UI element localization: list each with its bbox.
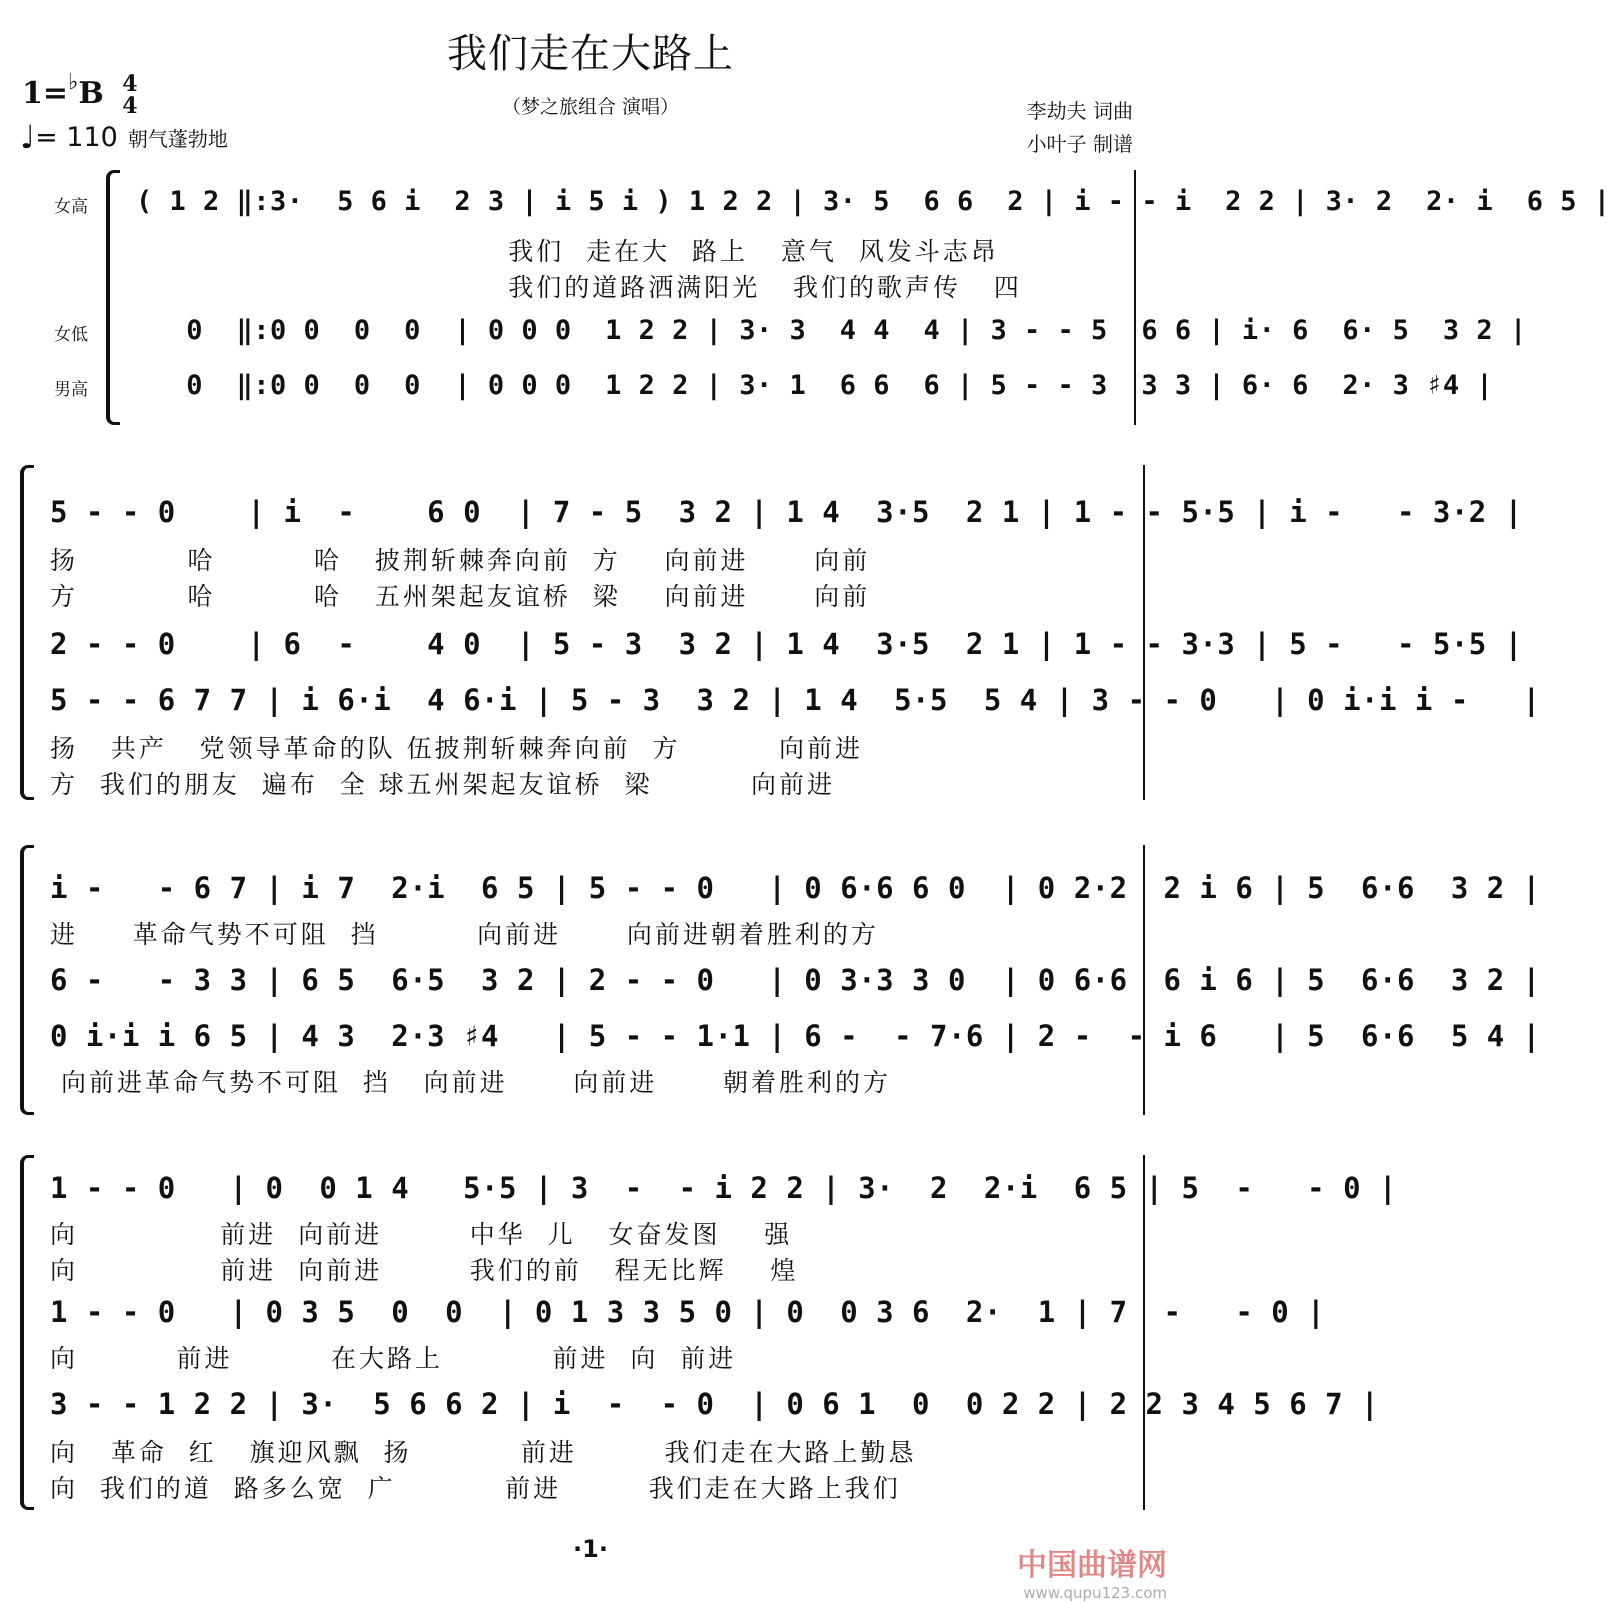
tenor-lyrics: 向前进革命气势不可阻 挡 向前进 向前进 朝着胜利的方	[50, 1068, 892, 1097]
system-bracket	[20, 1155, 34, 1510]
soprano-lyrics-verse-1: 我们 走在大 路上 意气 风发斗志昂	[136, 237, 999, 266]
alto-notes: 6 - - 3 3 | 6 5 6·5 3 2 | 2 - - 0 | 0 3·3 3 0 | 0 6·6 6 i 6 | 5 6·6 3 2 |	[50, 963, 1541, 997]
tenor-lyrics-verse-1: 向 革命 红 旗迎风飘 扬 前进 我们走在大路上勤恳	[50, 1438, 917, 1467]
tenor-lyrics-verse-2: 方 我们的朋友 遍布 全 球五州架起友谊桥 梁 向前进	[50, 770, 836, 799]
soprano-notes: 1 - - 0 | 0 0 1 4 5·5 | 3 - - i 2 2 | 3· 2 2·i 6 5 | 5 - - 0 |	[50, 1171, 1397, 1205]
tenor-notes: 3 - - 1 2 2 | 3· 5 6 6 2 | i - - 0 | 0 6 1 0 0 2 2 | 2 2 3 4 5 6 7 |	[50, 1387, 1380, 1421]
alto-notes: 2 - - 0 | 6 - 4 0 | 5 - 3 3 2 | 1 4 3·5 2 1 | 1 - - 3·3 | 5 - - 5·5 |	[50, 627, 1523, 661]
score-system-2	[20, 465, 1541, 800]
performer-subtitle: （梦之旅组合 演唱）	[501, 96, 680, 118]
page-number: ·1·	[573, 1535, 608, 1563]
tempo-marking	[20, 118, 228, 156]
voice-label-tenor: 男高	[54, 380, 88, 400]
tenor-lyrics-verse-2: 向 我们的道 路多么宽 广 前进 我们走在大路上我们	[50, 1474, 901, 1503]
score-system-3	[20, 845, 1541, 1115]
tenor-notes: 0 i·i i 6 5 | 4 3 2·3 ♯4 | 5 - - 1·1 | 6 - - 7·6 | 2 - - i 6 | 5 6·6 5 4 |	[50, 1019, 1541, 1053]
alto-notes: 1 - - 0 | 0 3 5 0 0 | 0 1 3 3 5 0 | 0 0 3 6 2· 1 | 7 - - 0 |	[50, 1295, 1326, 1329]
system-bracket	[106, 170, 120, 425]
soprano-lyrics-verse-2: 方 哈 哈 五州架起友谊桥 梁 向前进 向前	[50, 582, 871, 611]
score-system-1	[106, 170, 1610, 425]
tenor-lyrics-verse-1: 扬 共产 党领导革命的队 伍披荆斩棘奔向前 方 向前进	[50, 734, 864, 763]
tenor-notes: 0 ‖:0 0 0 0 | 0 0 0 1 2 2 | 3· 1 6 6 6 | 5 - - 3 3 3 | 6· 6 2· 3 ♯4 |	[136, 370, 1494, 401]
tempo-value: = 110	[35, 122, 118, 153]
quarter-note-icon: ♩	[20, 118, 36, 156]
score-system-4	[20, 1155, 1397, 1510]
voice-label-alto: 女低	[54, 325, 88, 345]
song-title: 我们走在大路上	[447, 31, 734, 77]
soprano-lyrics-verse-2: 向 前进 向前进 我们的前 程无比辉 煌	[50, 1256, 799, 1285]
time-top: 4	[122, 71, 138, 97]
soprano-notes: i - - 6 7 | i 7 2·i 6 5 | 5 - - 0 | 0 6·6 6 0 | 0 2·2 2 i 6 | 5 6·6 3 2 |	[50, 871, 1541, 905]
soprano-lyrics: 进 革命气势不可阻 挡 向前进 向前进朝着胜利的方	[50, 920, 879, 949]
system-bracket	[20, 465, 34, 800]
key-signature	[22, 70, 138, 117]
flat-symbol: ♭	[68, 70, 79, 95]
soprano-notes: 5 - - 0 | i - 6 0 | 7 - 5 3 2 | 1 4 3·5 2 1 | 1 - - 5·5 | i - - 3·2 |	[50, 495, 1523, 529]
lyricist-composer-credit: 李劫夫 词曲	[1026, 99, 1133, 123]
soprano-lyrics-verse-1: 扬 哈 哈 披荆斩棘奔向前 方 向前进 向前	[50, 546, 871, 575]
time-signature	[122, 73, 137, 117]
soprano-notes: ( 1 2 ‖:3· 5 6 i 2 3 | i 5 i ) 1 2 2 | 3· 5 6 6 2 | i - - i 2 2 | 3· 2 2· i 6 5 |	[136, 186, 1610, 217]
final-barline	[1143, 1155, 1145, 1510]
transcriber-credit: 小叶子 制谱	[1026, 132, 1133, 156]
system-bracket	[20, 845, 34, 1115]
watermark-url: www.qupu123.com	[1023, 1584, 1167, 1602]
expression-marking: 朝气蓬勃地	[127, 127, 228, 151]
soprano-lyrics-verse-1: 向 前进 向前进 中华 儿 女奋发图 强	[50, 1220, 793, 1249]
watermark-name: 中国曲谱网	[1017, 1548, 1167, 1583]
key-note: B	[78, 76, 104, 111]
site-watermark	[1017, 1540, 1167, 1602]
time-bottom: 4	[122, 93, 138, 119]
alto-lyrics: 向 前进 在大路上 前进 向 前进	[50, 1344, 737, 1373]
key-prefix: 1=	[22, 76, 69, 111]
alto-notes: 0 ‖:0 0 0 0 | 0 0 0 1 2 2 | 3· 3 4 4 4 | 3 - - 5 6 6 | i· 6 6· 5 3 2 |	[136, 315, 1527, 346]
tenor-notes: 5 - - 6 7 7 | i 6·i 4 6·i | 5 - 3 3 2 | 1 4 5·5 5 4 | 3 - - 0 | 0 i·i i - |	[50, 683, 1541, 717]
soprano-lyrics-verse-2: 我们的道路洒满阳光 我们的歌声传 四	[136, 273, 1022, 302]
voice-label-soprano: 女高	[54, 197, 88, 217]
